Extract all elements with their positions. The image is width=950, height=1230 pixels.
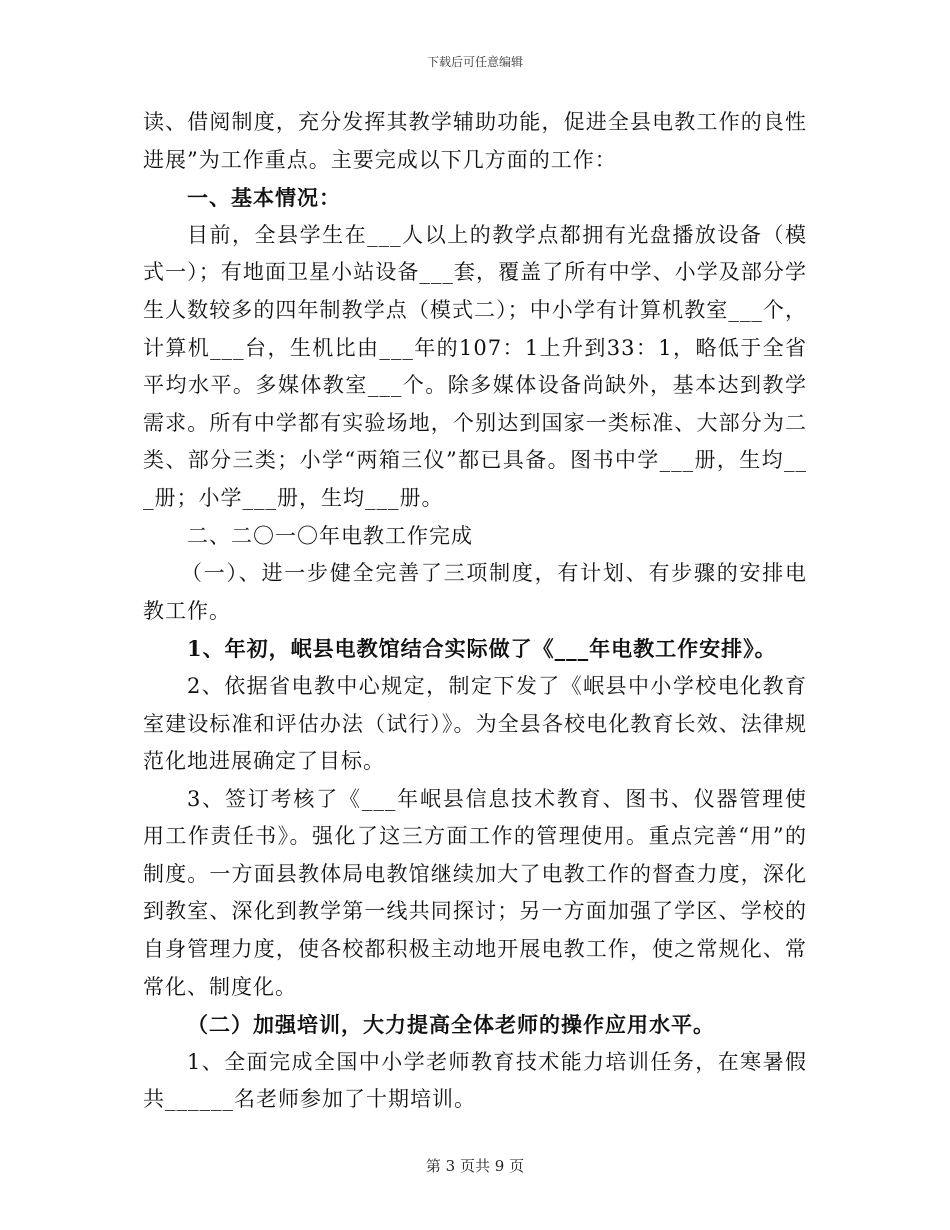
- section-heading-work-completed: 二、二〇一〇年电教工作完成: [187, 523, 473, 548]
- paragraph-item-2: 2、依据省电教中心规定，制定下发了《岷县中小学校电化教育室建设标准和评估办法（试行）》。为全县各校电化教育长效、法律规范化地进展确定了目标。: [143, 673, 807, 774]
- paragraph-continuation: 读、借阅制度，充分发挥其教学辅助功能，促进全县电教工作的良性进展”为工作重点。主要完成以下几方面的工作：: [143, 110, 807, 172]
- document-body: [143, 104, 807, 1119]
- item-heading-annual-plan: 1、年初，岷县电教馆结合实际做了《___年电教工作安排》。: [187, 636, 777, 662]
- page-footer: 第 3 页共 9 页: [425, 1157, 525, 1175]
- paragraph-training-item-1: 1、全面完成全国中小学老师教育技术能力培训任务，在寒暑假共______名老师参加了十期培训。: [143, 1049, 807, 1112]
- paragraph-basic-situation: 目前，全县学生在___人以上的教学点都拥有光盘播放设备（模式一）；有地面卫星小站设备___套，覆盖了所有中学、小学及部分学生人数较多的四年制教学点（模式二）；中小学有计算机教室___个，计算机___台，生机比由___年的107：1上升到33：1，略低于全省平均水平。多媒体教室___个。除多媒体设备尚缺外，基本达到教学需求。所有中学都有实验场地，个别达到国家一类标准、大部分为二类、部分三类；小学“两箱三仪”都已具备。图书中学___册，生均___册；小学___册，生均___册。: [143, 222, 807, 510]
- subsection-heading-three-systems: （一）、进一步健全完善了三项制度，有计划、有步骤的安排电教工作。: [143, 561, 807, 623]
- section-heading-basic-situation: 一、基本情况：: [187, 185, 341, 211]
- subsection-heading-training: （二）加强培训，大力提高全体老师的操作应用水平。: [187, 1012, 715, 1038]
- page-header: 下载后可任意编辑: [426, 55, 523, 69]
- paragraph-item-3: 3、签订考核了《___年岷县信息技术教育、图书、仪器管理使用工作责任书》。强化了这三方面工作的管理使用。重点完善“用”的制度。一方面县教体局电教馆继续加大了电教工作的督查力度，深化到教室、深化到教学第一线共同探讨；另一方面加强了学区、学校的自身管理力度，使各校都积极主动地开展电教工作，使之常规化、常常化、制度化。: [143, 786, 807, 999]
